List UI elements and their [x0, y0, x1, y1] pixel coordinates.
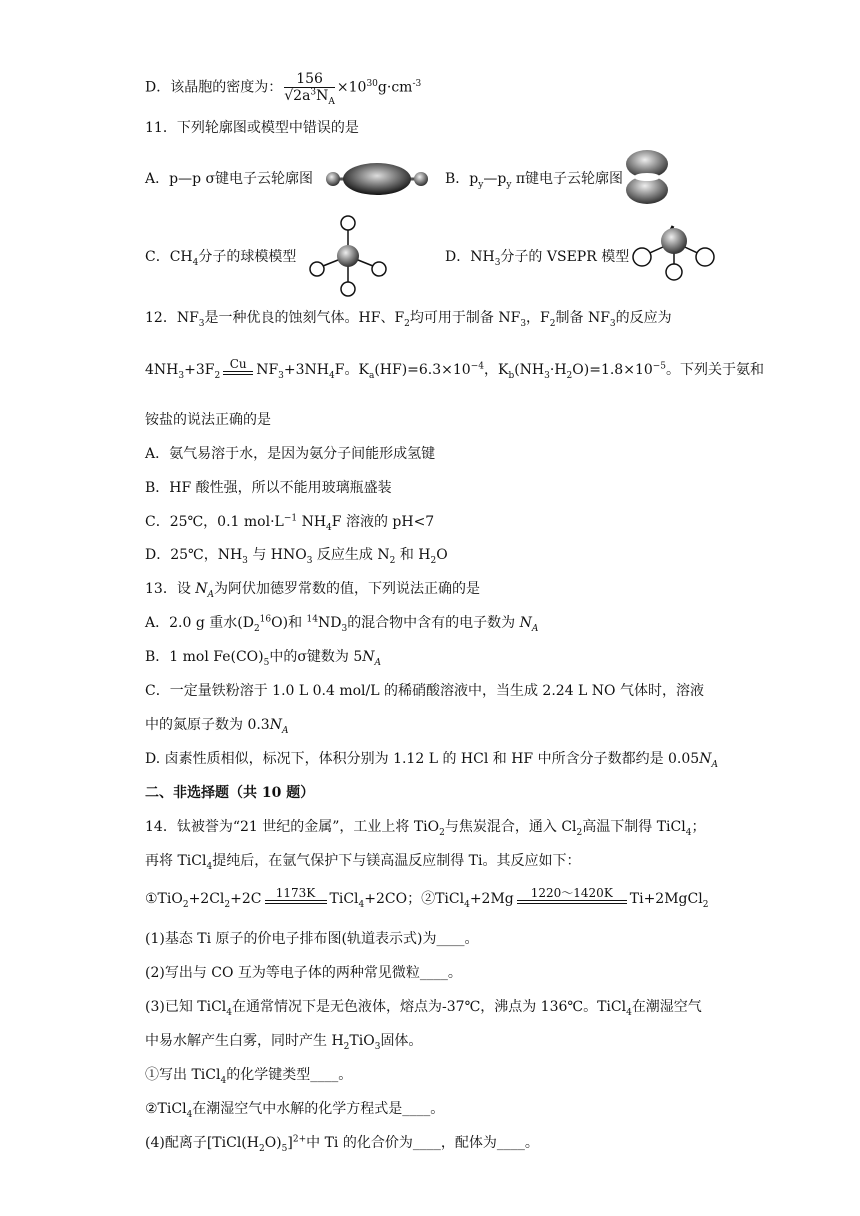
q14-part-3b: ②TiCl$_4$在潮湿空气中水解的化学方程式是____。	[145, 1101, 445, 1120]
ch4-ball-model-figure	[308, 214, 388, 298]
q13-option-a: A．2.0 g 重水$(D_2^{16}O)$和 $^{14}ND_3$的混合物中含有的电子数为 $N_A$	[145, 614, 539, 634]
q12-option-c: C．25℃，0.1 $mol\cdot L^{-1}$ $NH_4F$ 溶液的 pH<7	[145, 513, 435, 533]
reaction-condition-cu: Cu	[223, 357, 253, 375]
q14-part-1: (1)基态 Ti 原子的价电子排布图(轨道表示式)为____。	[145, 931, 479, 947]
q12-stem-cont: 铵盐的说法正确的是	[145, 412, 271, 428]
q11-option-c: C．$CH_4$分子的球模模型	[145, 249, 297, 268]
q13-option-c-cont: 中的氮原子数为 $0.3N_A$	[145, 717, 289, 736]
reaction-condition-1173k: 1173K	[265, 886, 327, 904]
section-title: 二、非选择题（共 10 题）	[145, 785, 315, 801]
q11-stem: 11．下列轮廓图或模型中错误的是	[145, 120, 359, 136]
q13-stem: 13．设 $N_A$为阿伏加德罗常数的值，下列说法正确的是	[145, 581, 481, 600]
pi-bond-figure	[624, 150, 670, 204]
q13-option-b: B．1 mol $Fe(CO)_5$中的σ键数为 $5N_A$	[145, 649, 382, 668]
nh3-vsepr-model-figure	[630, 222, 716, 284]
q13-option-d: D. 卤素性质相似，标况下，体积分别为 1.12 L 的 HCl 和 HF 中所含分子数都约是 $0.05N_A$	[145, 751, 718, 770]
q11-option-d: D．$NH_3$分子的 VSEPR 模型	[445, 249, 630, 268]
q12-stem: 12．$NF_3$是一种优良的蚀刻气体。HF、$F_2$均可用于制备 $NF_3$，$F_2$制备 $NF_3$的反应为	[145, 310, 672, 329]
q14-part-3a: ①写出 TiCl$_4$的化学键类型____。	[145, 1067, 353, 1086]
sigma-bond-figure	[325, 158, 430, 200]
q12-option-b: B．HF 酸性强，所以不能用玻璃瓶盛装	[145, 480, 392, 496]
density-fraction: $\frac{156}{√2a^3N_A}$	[284, 71, 335, 107]
q14-part-4: (4)配离子$[TiCl(H_2O)_5]^{2+}$中 Ti 的化合价为____，配体为____。	[145, 1134, 539, 1154]
reaction-condition-1220-1420k: 1220～1420K	[517, 886, 627, 904]
q12-option-a: A．氨气易溶于水，是因为氨分子间能形成氢键	[145, 446, 436, 462]
q14-stem: 14．钛被誉为“21 世纪的金属”，工业上将 TiO$_2$与焦炭混合，通入 $Cl_2$高温下制得 TiCl$_4$；	[145, 819, 706, 838]
q14-equations: $①TiO_2+2Cl_2+2C$ 1173K TiCl$_4$+2CO；②TiCl$_4$+2Mg 1220～1420K Ti+2MgCl$_2$	[145, 886, 709, 910]
q13-option-c: C．一定量铁粉溶于 1.0 L 0.4 mol/L 的稀硝酸溶液中，当生成 2.24 L NO 气体时，溶液	[145, 683, 704, 699]
q14-part-3: (3)已知 TiCl$_4$在通常情况下是无色液体，熔点为-37℃，沸点为 136℃。TiCl$_4$在潮湿空气	[145, 999, 702, 1018]
q14-stem-cont: 再将 TiCl$_4$提纯后，在氩气保护下与镁高温反应制得 Ti。其反应如下：	[145, 853, 581, 872]
q11-option-a: A．p—p σ键电子云轮廓图	[145, 171, 314, 187]
q11-option-b: B．$p_y—p_y$ π键电子云轮廓图	[445, 171, 624, 190]
q14-part-3-cont: 中易水解产生白雾，同时产生 $H_2TiO_3$固体。	[145, 1033, 423, 1052]
q12-equation: $4NH_3+3F_2$ Cu $NF_3+3NH_4F$。$K_a(HF)=6.3\times 10^{-4}$，$K_b(NH_3\cdot H_2O)=1.8\times 10^{-5}$。下列关于氨和	[145, 357, 765, 381]
q14-part-2: (2)写出与 CO 互为等电子体的两种常见微粒____。	[145, 965, 462, 981]
q12-option-d: D．25℃，$NH_3$ 与 $HNO_3$ 反应生成 $N_2$ 和 $H_2O$	[145, 547, 448, 566]
q10-option-d: D．该晶胞的密度为： $\frac{156}{√2a^3N_A}$ $\times 10^{30}g\cdot cm^{-3}$	[145, 71, 422, 107]
